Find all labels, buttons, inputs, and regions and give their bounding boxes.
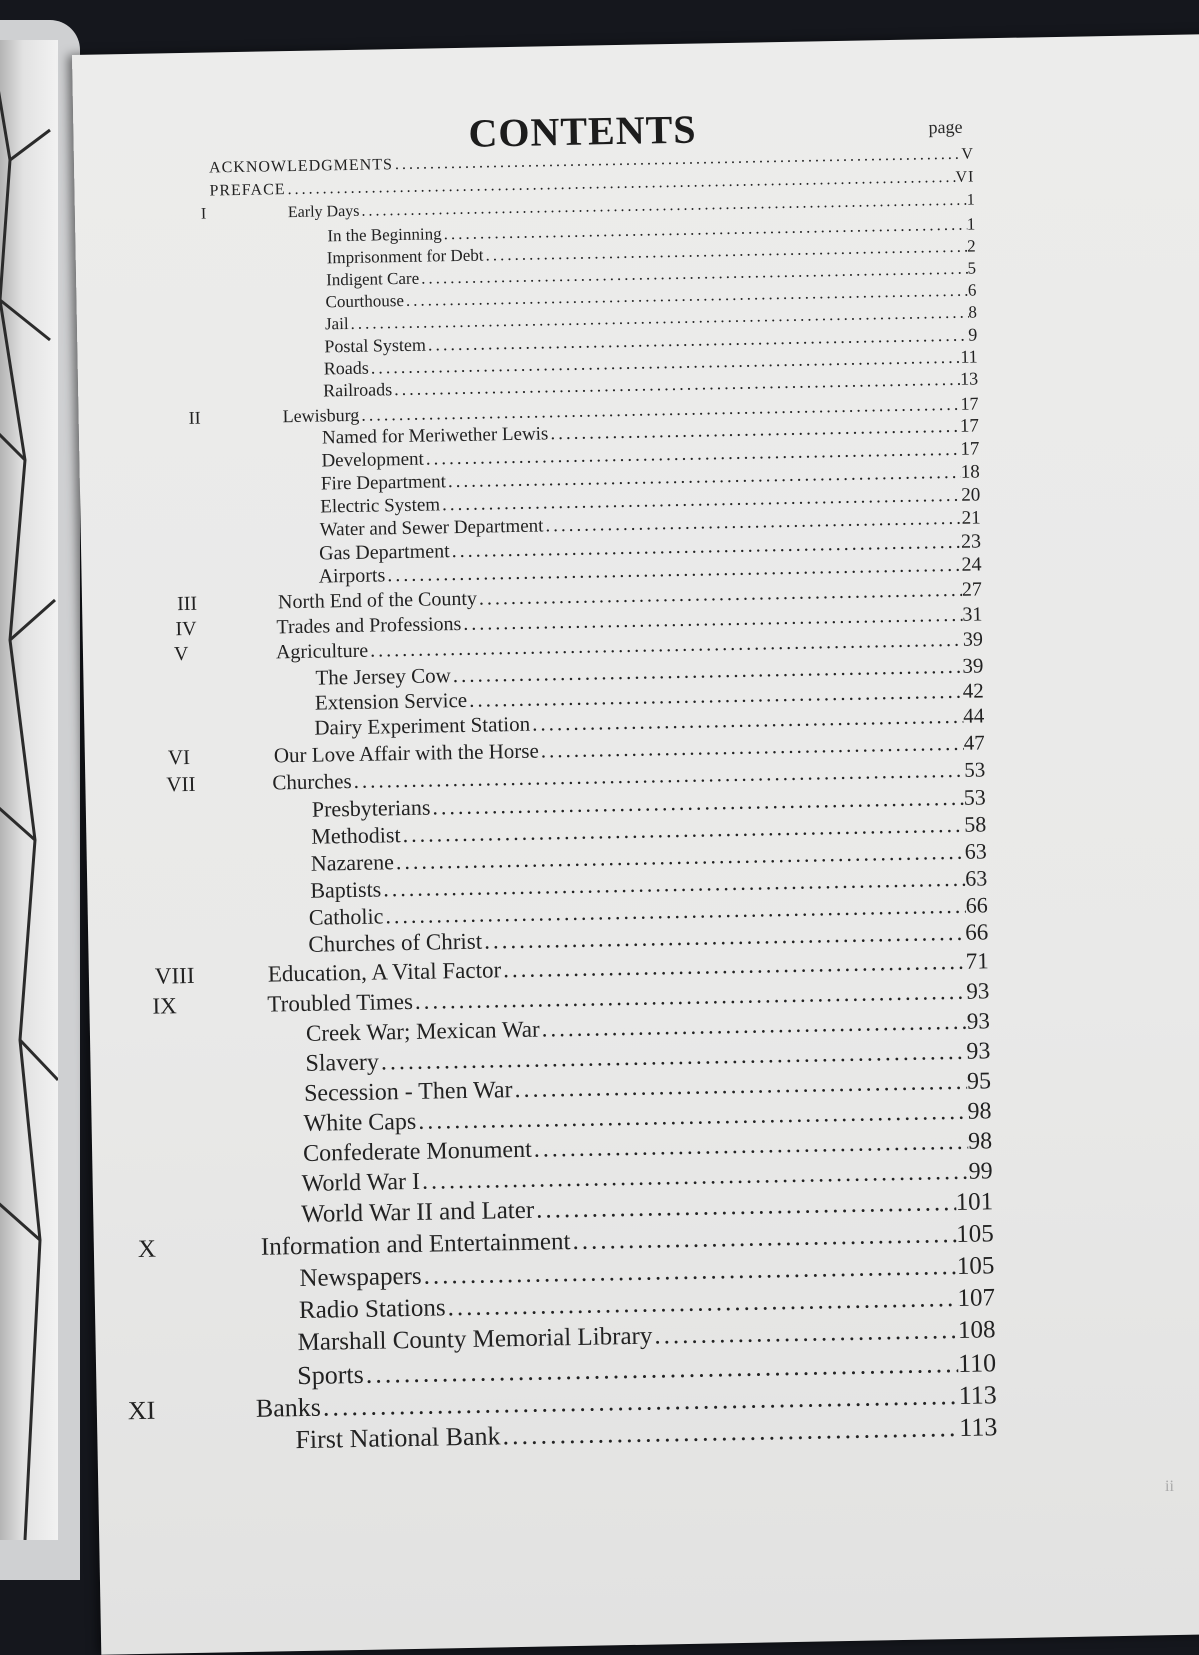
page-column-label: page <box>928 116 963 138</box>
entry-page-number: 8 <box>968 302 978 322</box>
entry-page-number: 5 <box>967 258 977 278</box>
entry-page-number: 105 <box>956 1220 995 1248</box>
entry-title: Imprisonment for Debt <box>326 245 484 268</box>
entry-page-number: V <box>961 145 975 163</box>
dot-leader <box>570 1221 956 1256</box>
entry-title: White Caps <box>303 1108 417 1137</box>
entry-page-number: 2 <box>966 236 976 256</box>
dot-leader <box>539 1009 967 1043</box>
entry-page-number: 1 <box>966 214 976 234</box>
entry-page-number: 1 <box>966 191 975 209</box>
entry-title: Catholic <box>308 903 384 930</box>
chapter-number: V <box>173 642 189 666</box>
entry-page-number: 17 <box>960 438 980 460</box>
chapter-number: III <box>176 592 198 616</box>
entry-page-number: 93 <box>966 978 990 1004</box>
contents-page <box>72 33 1199 1655</box>
chapter-number: VIII <box>154 962 195 989</box>
entry-title: Water and Sewer Department <box>319 515 544 541</box>
page-number-mark: ii <box>1165 1478 1174 1495</box>
entry-title: In the Beginning <box>327 224 442 246</box>
entry-title: Postal System <box>324 334 427 357</box>
chapter-number: X <box>137 1235 157 1263</box>
entry-title: Churches of Christ <box>308 928 483 957</box>
entry-page-number: 11 <box>960 346 978 367</box>
entry-page-number: 58 <box>964 811 987 837</box>
chapter-number: VI <box>167 744 191 770</box>
entry-title: Electric System <box>320 494 441 518</box>
entry-page-number: 20 <box>961 484 981 506</box>
entry-title: Churches <box>272 768 352 795</box>
entry-title: Early Days <box>287 202 360 222</box>
tree-photo <box>0 40 58 1540</box>
entry-page-number: 31 <box>962 603 983 626</box>
entry-page-number: 47 <box>963 730 985 755</box>
entry-title: Fire Department <box>320 471 447 495</box>
entry-page-number: 53 <box>964 757 986 782</box>
entry-page-number: 9 <box>968 324 978 345</box>
entry-page-number: 63 <box>964 838 987 864</box>
chapter-number: VII <box>166 771 196 797</box>
entry-title: Education, A Vital Factor <box>267 957 502 987</box>
entry-title: Jail <box>324 313 349 334</box>
entry-page-number: 98 <box>967 1098 992 1125</box>
entry-page-number: 24 <box>961 553 982 576</box>
entry-page-number: 42 <box>962 678 985 703</box>
entry-page-number: 105 <box>956 1252 995 1280</box>
entry-title: First National Bank <box>295 1421 501 1455</box>
entry-title: Confederate Monument <box>302 1136 532 1167</box>
entry-title: Development <box>321 448 425 472</box>
entry-page-number: 98 <box>967 1128 993 1155</box>
entry-page-number: 113 <box>958 1380 997 1410</box>
entry-page-number: 93 <box>966 1008 991 1034</box>
entry-title: Newspapers <box>299 1262 422 1293</box>
dot-leader <box>534 1189 956 1225</box>
entry-title: Secession - Then War <box>303 1077 513 1107</box>
entry-title: Creek War; Mexican War <box>305 1016 540 1046</box>
entry-title: Slavery <box>305 1049 380 1077</box>
entry-page-number: VI <box>955 168 975 186</box>
dot-leader <box>512 1069 967 1104</box>
entry-title: Roads <box>323 357 369 379</box>
entry-title: Baptists <box>310 876 382 903</box>
dot-leader <box>445 1285 957 1322</box>
entry-title: Agriculture <box>275 639 369 664</box>
entry-title: ACKNOWLEDGMENTS <box>208 156 394 177</box>
dot-leader <box>532 1129 969 1164</box>
entry-title: Trades and Professions <box>276 612 462 639</box>
entry-title: The Jersey Cow <box>315 663 451 690</box>
dot-leader <box>500 1413 959 1451</box>
entry-title: Banks <box>255 1392 322 1423</box>
entry-title: Named for Meriwether Lewis <box>321 423 549 449</box>
entry-page-number: 27 <box>961 578 983 601</box>
entry-page-number: 66 <box>965 892 988 918</box>
entry-title: Our Love Affair with the Horse <box>273 738 540 768</box>
entry-page-number: 39 <box>962 628 984 651</box>
entry-page-number: 110 <box>957 1348 997 1378</box>
dot-leader <box>501 949 966 984</box>
chapter-number: XI <box>127 1395 156 1426</box>
entry-page-number: 18 <box>960 461 980 483</box>
entry-page-number: 113 <box>958 1412 998 1442</box>
entry-title: Extension Service <box>314 687 468 715</box>
entry-title: Nazarene <box>310 849 395 876</box>
entry-title: Methodist <box>311 822 401 849</box>
entry-page-number: 107 <box>957 1284 996 1312</box>
dot-leader <box>421 1253 957 1291</box>
entry-title: Marshall County Memorial Library <box>297 1322 653 1357</box>
entry-page-number: 44 <box>963 703 985 728</box>
entry-title: Presbyterians <box>311 794 431 822</box>
entry-title: Lewisburg <box>282 404 360 427</box>
entry-page-number: 101 <box>955 1188 994 1216</box>
entry-page-number: 17 <box>960 393 979 414</box>
entry-page-number: 13 <box>959 368 979 389</box>
entry-page-number: 99 <box>968 1158 993 1185</box>
facing-page <box>0 20 80 1580</box>
entry-page-number: 17 <box>959 415 980 437</box>
entry-title: World War I <box>301 1168 421 1197</box>
entry-page-number: 63 <box>965 865 988 891</box>
entry-title: Sports <box>296 1359 364 1391</box>
chapter-number: II <box>188 407 201 428</box>
entry-page-number: 23 <box>960 530 982 553</box>
entry-title: North End of the County <box>277 587 478 614</box>
entry-page-number: 39 <box>962 653 984 678</box>
entry-page-number: 95 <box>966 1068 992 1095</box>
entry-title: World War II and Later <box>301 1196 535 1228</box>
entry-page-number: 93 <box>966 1038 991 1065</box>
entry-page-number: 6 <box>967 280 977 300</box>
entry-title: Airports <box>318 564 386 588</box>
entry-title: Courthouse <box>325 290 405 312</box>
entry-title: Railroads <box>323 379 393 401</box>
page-title: CONTENTS <box>468 106 697 156</box>
entry-page-number: 66 <box>964 919 989 945</box>
entry-title: PREFACE <box>209 181 286 200</box>
entry-title: Indigent Care <box>325 268 420 290</box>
entry-page-number: 108 <box>957 1316 996 1344</box>
chapter-number: I <box>200 205 207 223</box>
entry-title: Gas Department <box>318 540 450 565</box>
entry-page-number: 21 <box>961 507 981 529</box>
entry-page-number: 53 <box>963 784 986 810</box>
entry-title: Radio Stations <box>298 1294 446 1325</box>
chapter-number: IV <box>175 617 197 641</box>
chapter-number: IX <box>152 993 177 1019</box>
dot-leader <box>652 1317 958 1351</box>
entry-page-number: 71 <box>965 948 989 974</box>
entry-title: Dairy Experiment Station <box>314 711 531 740</box>
entry-title: Information and Entertainment <box>260 1228 571 1261</box>
entry-title: Troubled Times <box>267 988 414 1017</box>
